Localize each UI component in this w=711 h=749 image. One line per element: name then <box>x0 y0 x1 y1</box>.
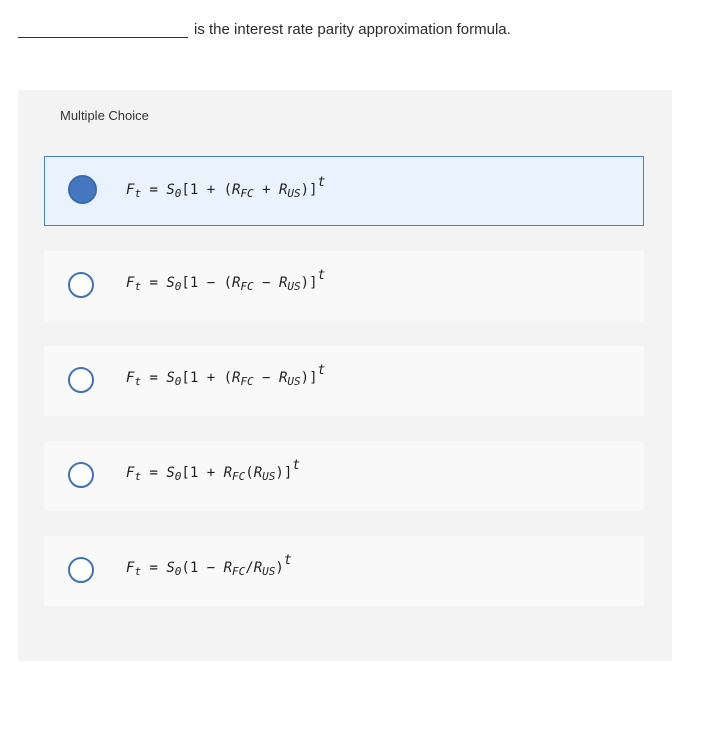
formula-part: [1 + <box>181 465 224 481</box>
question-stem <box>18 18 511 38</box>
formula-part: ) <box>275 560 284 576</box>
formula-part: 0 <box>174 470 182 483</box>
formula-part: R <box>232 275 241 291</box>
formula-part: R <box>223 465 233 481</box>
formula-part: R <box>278 370 288 386</box>
formula-part: t <box>317 175 326 190</box>
formula-part: R <box>232 182 241 198</box>
formula-part: S <box>166 465 175 481</box>
choice-option-4[interactable] <box>44 441 644 511</box>
formula-part: )] <box>300 182 318 198</box>
formula-part: US <box>287 375 301 388</box>
choice-option-1[interactable] <box>44 156 644 226</box>
formula-part: US <box>262 565 276 578</box>
formula-part: US <box>287 187 301 200</box>
formula-part: 0 <box>174 280 182 293</box>
formula-part: = <box>141 275 167 291</box>
formula-part: / <box>245 560 254 576</box>
formula-part: S <box>166 560 175 576</box>
formula-part: S <box>166 370 175 386</box>
formula-part: US <box>262 470 276 483</box>
formula-part: R <box>278 275 288 291</box>
panel-header: Multiple Choice <box>60 108 149 123</box>
formula-part: = <box>141 182 167 198</box>
formula-part: F <box>126 560 135 576</box>
formula-part: R <box>253 560 263 576</box>
formula-part: [1 + ( <box>181 182 232 198</box>
formula-part: t <box>134 470 142 483</box>
formula-part: F <box>126 465 135 481</box>
radio-unselected-icon[interactable] <box>68 557 94 583</box>
formula-part: )] <box>300 275 318 291</box>
choice-formula <box>126 268 326 293</box>
choice-formula <box>126 553 292 578</box>
formula-part: [1 − ( <box>181 275 232 291</box>
formula-part: FC <box>232 565 246 578</box>
choice-option-5[interactable] <box>44 536 644 606</box>
formula-part: + <box>253 182 279 198</box>
formula-part: t <box>283 553 292 568</box>
formula-part: R <box>253 465 263 481</box>
formula-part: [1 + ( <box>181 370 232 386</box>
choice-option-3[interactable] <box>44 346 644 416</box>
choice-formula <box>126 363 326 388</box>
formula-part: F <box>126 182 135 198</box>
formula-part: − <box>253 275 279 291</box>
formula-part: t <box>134 280 142 293</box>
formula-part: = <box>141 560 167 576</box>
formula-part: R <box>278 182 288 198</box>
formula-part: ( <box>245 465 254 481</box>
formula-part: US <box>287 280 301 293</box>
formula-part: t <box>292 458 301 473</box>
formula-part: S <box>166 275 175 291</box>
radio-unselected-icon[interactable] <box>68 462 94 488</box>
formula-part: )] <box>275 465 293 481</box>
choice-formula <box>126 175 326 200</box>
formula-part: R <box>232 370 241 386</box>
choice-formula <box>126 458 301 483</box>
formula-part: t <box>317 363 326 378</box>
formula-part: FC <box>240 187 254 200</box>
formula-part: 0 <box>174 187 182 200</box>
choice-list <box>18 140 672 661</box>
formula-part: FC <box>240 280 254 293</box>
formula-part: t <box>134 375 142 388</box>
formula-part: FC <box>232 470 246 483</box>
formula-part: t <box>134 565 142 578</box>
formula-part: F <box>126 370 135 386</box>
formula-part: − <box>253 370 279 386</box>
radio-unselected-icon[interactable] <box>68 367 94 393</box>
formula-part: = <box>141 370 167 386</box>
radio-selected-icon[interactable] <box>68 175 97 204</box>
multiple-choice-panel <box>18 90 672 661</box>
radio-unselected-icon[interactable] <box>68 272 94 298</box>
formula-part: )] <box>300 370 318 386</box>
choice-option-2[interactable] <box>44 251 644 321</box>
formula-part: = <box>141 465 167 481</box>
formula-part: t <box>317 268 326 283</box>
answer-blank <box>18 21 188 38</box>
formula-part: F <box>126 275 135 291</box>
formula-part: S <box>166 182 175 198</box>
question-text: is the interest rate parity approximation formula. <box>194 21 511 38</box>
formula-part: R <box>223 560 233 576</box>
formula-part: 0 <box>174 375 182 388</box>
formula-part: 0 <box>174 565 182 578</box>
formula-part: (1 − <box>181 560 224 576</box>
formula-part: FC <box>240 375 254 388</box>
formula-part: t <box>134 187 142 200</box>
